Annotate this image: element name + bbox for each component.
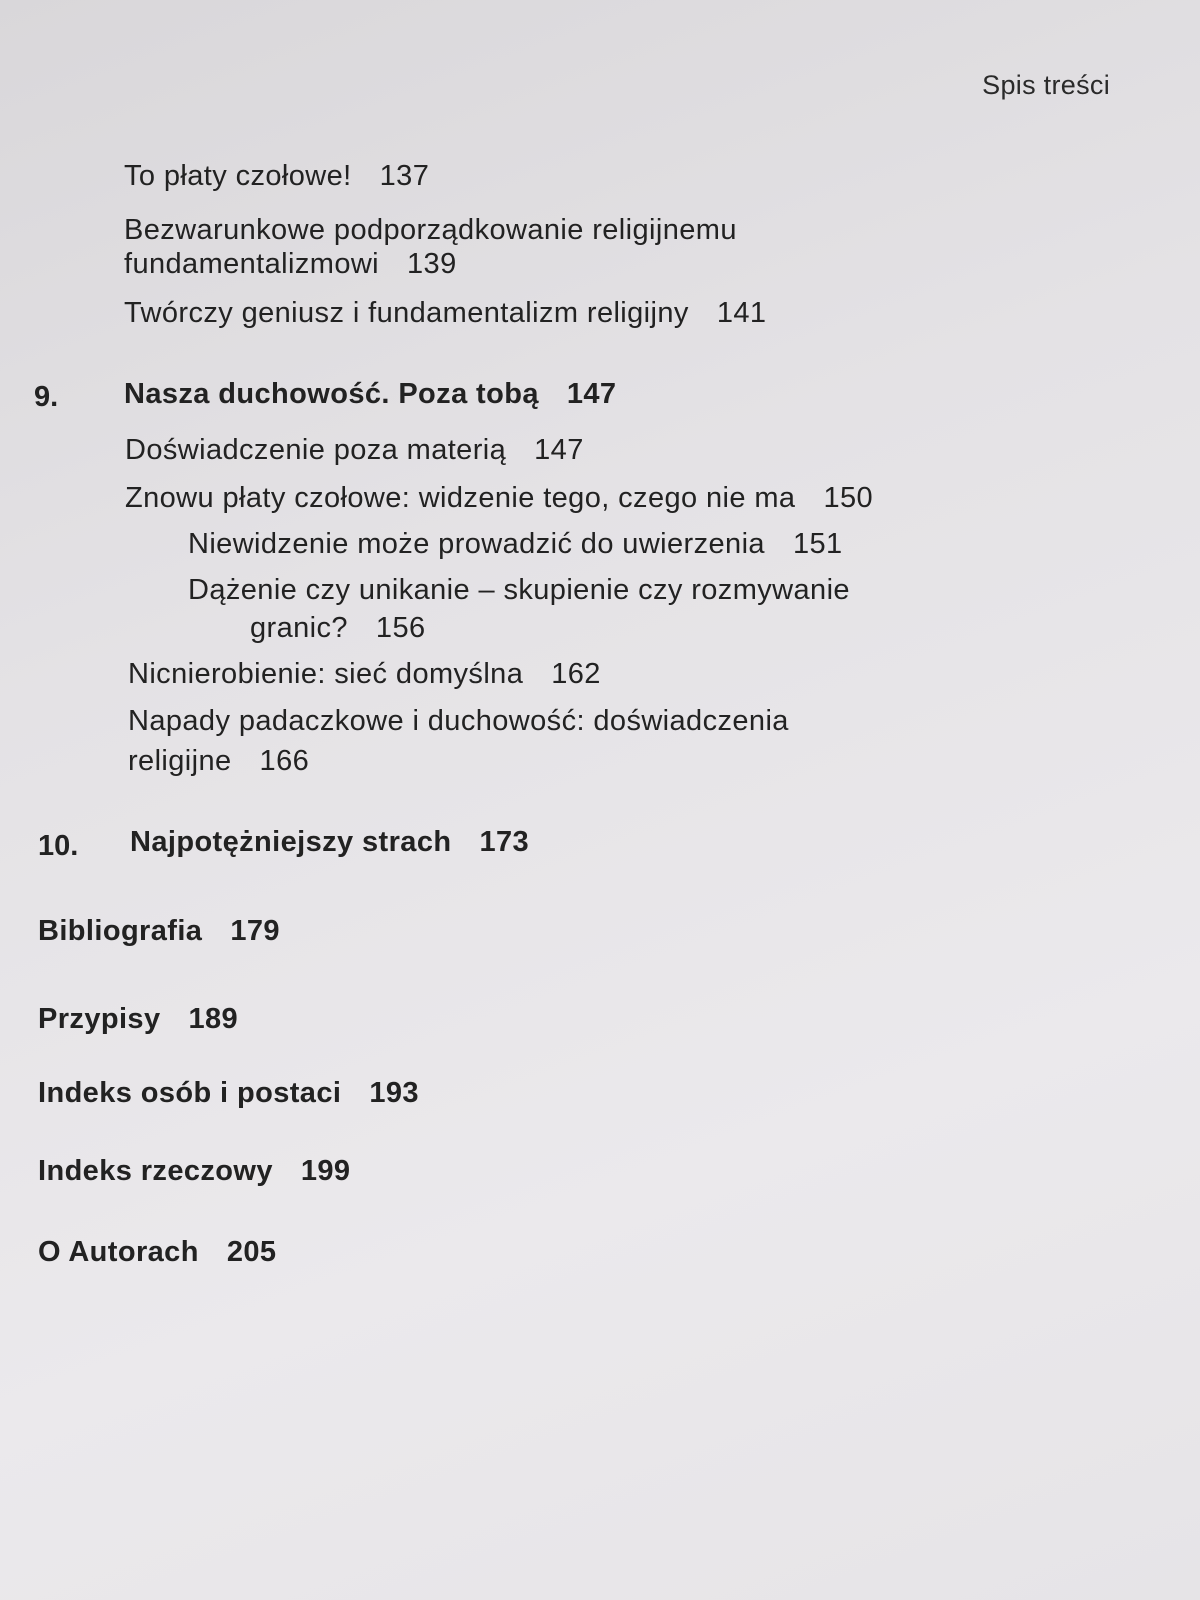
- back-matter-about-authors: [38, 1236, 276, 1269]
- toc-entry-page: 189: [188, 1003, 239, 1035]
- toc-subentry: [188, 574, 850, 607]
- toc-entry: [128, 705, 789, 738]
- toc-entry: [124, 214, 737, 247]
- toc-entry: [124, 297, 766, 330]
- toc-entry: [125, 434, 584, 467]
- toc-entry-page: 156: [375, 612, 426, 644]
- toc-subentry-continuation: [250, 612, 426, 645]
- toc-entry-page: 150: [823, 482, 874, 514]
- back-matter-bibliography: [38, 915, 280, 948]
- toc-entry-title: Napady padaczkowe i duchowość: doświadczenia: [128, 705, 789, 737]
- toc-entry-title: religijne: [128, 745, 232, 777]
- chapter-title: [124, 378, 616, 411]
- toc-entry-title: To płaty czołowe!: [124, 160, 352, 192]
- running-header: Spis treści: [982, 70, 1110, 100]
- toc-entry-title: Nasza duchowość. Poza tobą: [124, 378, 539, 410]
- toc-entry-page: 162: [551, 658, 601, 690]
- back-matter-subject-index: [38, 1155, 350, 1188]
- toc-entry-title: granic?: [250, 612, 348, 644]
- toc-entry-title: Indeks rzeczowy: [38, 1155, 273, 1187]
- toc-entry: [125, 482, 873, 515]
- chapter-title: [130, 826, 529, 859]
- toc-entry-title: Bibliografia: [38, 915, 203, 947]
- toc-entry-title: Niewidzenie może prowadzić do uwierzenia: [188, 528, 765, 560]
- toc-entry-title: Indeks osób i postaci: [38, 1077, 342, 1109]
- toc-entry-page: 205: [226, 1236, 277, 1268]
- toc-entry-title: Doświadczenie poza materią: [125, 434, 507, 466]
- toc-entry-page: 147: [566, 378, 617, 410]
- toc-entry-page: 151: [792, 528, 843, 560]
- toc-entry-page: 147: [534, 434, 584, 466]
- toc-entry-page: 199: [300, 1155, 351, 1187]
- chapter-number: 10.: [38, 830, 79, 862]
- chapter-number: 9.: [34, 381, 59, 413]
- toc-entry-page: 173: [479, 826, 530, 858]
- toc-entry-page: 166: [259, 745, 310, 777]
- toc-entry-page: 139: [407, 248, 457, 280]
- toc-entry-page: 193: [369, 1077, 419, 1109]
- toc-entry-continuation: [124, 248, 457, 281]
- toc-entry-title: Najpotężniejszy strach: [130, 826, 452, 858]
- toc-entry-continuation: [128, 745, 309, 778]
- toc-entry: [124, 160, 429, 193]
- toc-entry-page: 179: [230, 915, 280, 947]
- toc-entry-title: Przypisy: [38, 1003, 161, 1035]
- back-matter-person-index: [38, 1077, 419, 1110]
- toc-entry-title: O Autorach: [38, 1236, 199, 1268]
- toc-entry: [128, 658, 601, 691]
- toc-entry-page: 141: [716, 297, 767, 329]
- toc-entry-title: Dążenie czy unikanie – skupienie czy rozmywanie: [188, 574, 850, 606]
- toc-entry-title: Bezwarunkowe podporządkowanie religijnemu: [124, 214, 737, 246]
- toc-entry-title: Twórczy geniusz i fundamentalizm religijny: [124, 297, 689, 329]
- toc-entry-title: Nicnierobienie: sieć domyślna: [128, 658, 524, 690]
- back-matter-notes: [38, 1003, 238, 1036]
- toc-entry-page: 137: [379, 160, 430, 192]
- toc-entry-title: Znowu płaty czołowe: widzenie tego, czego nie ma: [125, 482, 796, 514]
- toc-subentry: [188, 528, 843, 561]
- toc-entry-title: fundamentalizmowi: [124, 248, 380, 280]
